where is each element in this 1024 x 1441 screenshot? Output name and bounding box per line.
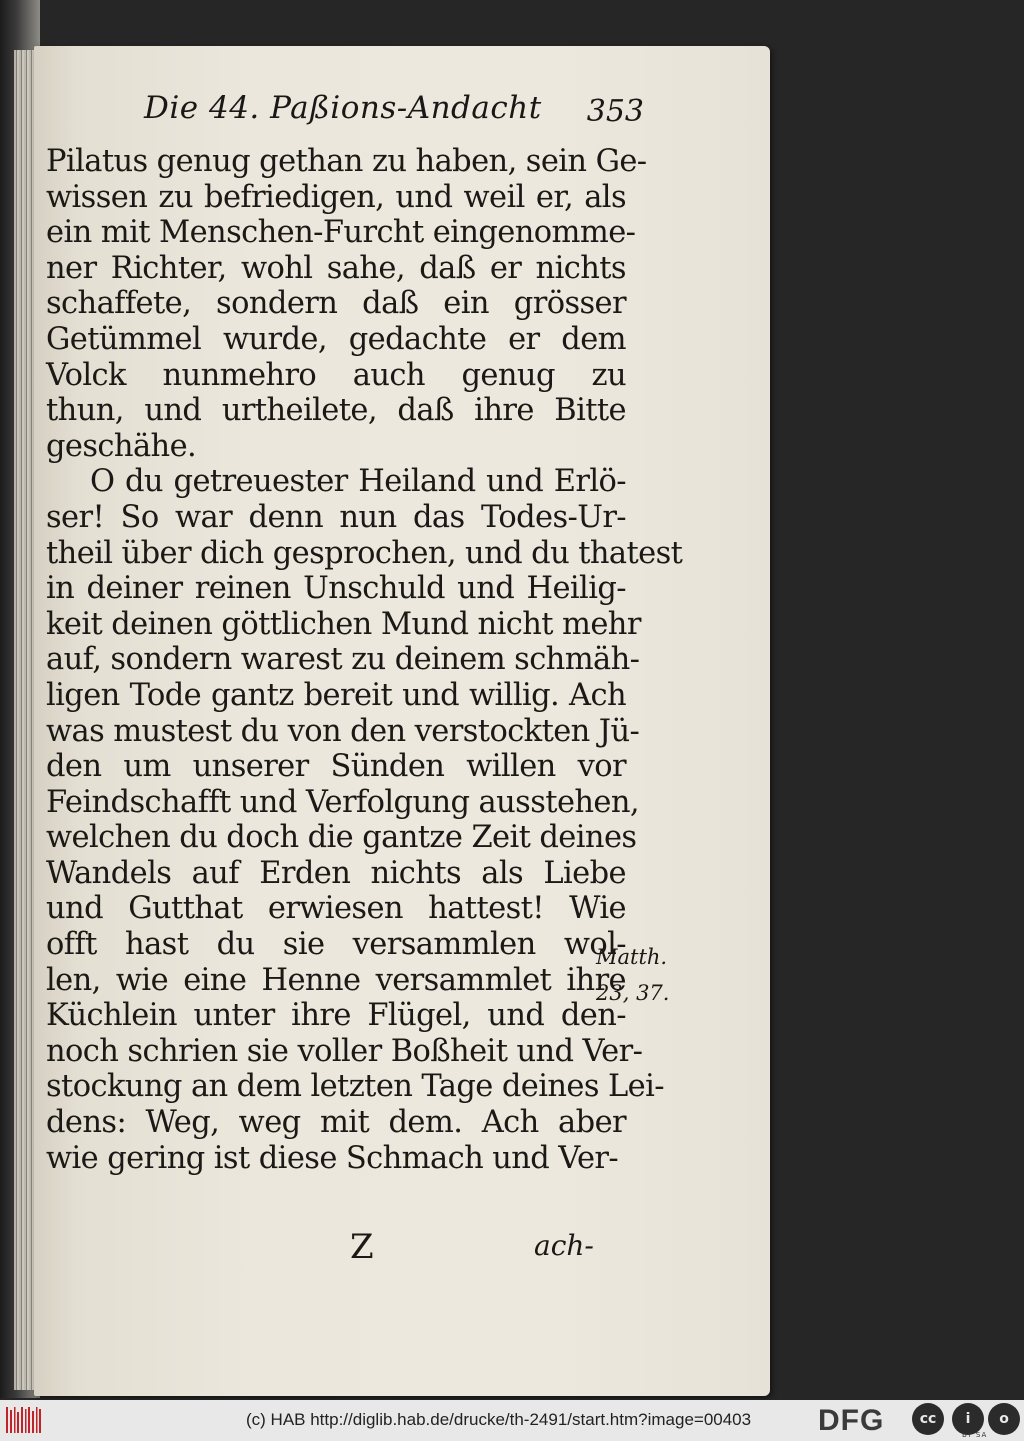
footer-bar xyxy=(0,1400,1024,1441)
share-alike-icon: o xyxy=(988,1403,1020,1435)
marginal-note-verse: 23, 37. xyxy=(596,981,670,1005)
text-line: welchen du doch die gantze Zeit deines xyxy=(46,820,637,856)
text-line: auf, sondern warest zu deinem schmäh- xyxy=(46,642,640,678)
text-line: offt hast du sie versammlen wol- xyxy=(46,927,626,963)
license-labels: BY SA xyxy=(962,1431,988,1439)
text-line: Getümmel wurde, gedachte er dem xyxy=(46,321,626,357)
signature-mark: Z xyxy=(350,1227,374,1267)
copyright-link[interactable]: (c) HAB http://diglib.hab.de/drucke/th-2491/start.htm?image=00403 xyxy=(246,1410,752,1429)
text-line: in deiner reinen Unschuld und Heilig- xyxy=(46,571,626,607)
text-line: ligen Tode gantz bereit und willig. Ach xyxy=(46,677,626,713)
text-line: wie gering ist diese Schmach und Ver- xyxy=(46,1140,619,1176)
text-line: und Gutthat erwiesen hattest! Wie xyxy=(46,891,626,927)
text-line: Pilatus genug gethan zu haben, sein Ge- xyxy=(46,144,647,179)
text-line: len, wie eine Henne versammlet ihre xyxy=(46,962,626,998)
text-line: Wandels auf Erden nichts als Liebe xyxy=(46,855,626,891)
page-number: 353 xyxy=(586,94,644,129)
text-line: stockung an dem letzten Tage deines Lei- xyxy=(46,1069,664,1105)
attribution-icon: i xyxy=(952,1403,984,1435)
text-line: Feindschafft und Verfolgung ausstehen, xyxy=(46,784,640,820)
text-line: thun, und urtheilete, daß ihre Bitte xyxy=(46,393,626,429)
text-line: was mustest du von den verstockten Jü- xyxy=(46,713,640,749)
text-line: schaffete, sondern daß ein grösser xyxy=(46,286,626,322)
barcode-icon xyxy=(6,1407,42,1433)
text-line: ner Richter, wohl sahe, daß er nichts xyxy=(46,250,626,286)
text-line: wissen zu befriedigen, und weil er, als xyxy=(46,179,626,215)
text-line: den um unserer Sünden willen vor xyxy=(46,749,626,785)
text-line: O du getreuester Heiland und Erlö- xyxy=(90,464,626,500)
page-header xyxy=(144,90,644,140)
text-line: ein mit Menschen-Furcht eingenomme- xyxy=(46,215,636,251)
running-head: Die 44. Paßions-Andacht xyxy=(144,90,542,126)
marginal-note-book: Matth. xyxy=(596,945,668,969)
catchword: ach- xyxy=(534,1229,594,1262)
text-line: Küchlein unter ihre Flügel, und den- xyxy=(46,998,626,1034)
text-line: ser! So war denn nun das Todes-Ur- xyxy=(46,499,626,535)
text-line: noch schrien sie voller Boßheit und Ver- xyxy=(46,1033,643,1069)
cc-icon: cc xyxy=(912,1403,944,1435)
text-line: theil über dich gesprochen, und du thatest xyxy=(46,535,683,571)
book-page xyxy=(34,46,770,1396)
text-line: Volck nunmehro auch genug zu xyxy=(46,357,626,393)
text-line: keit deinen göttlichen Mund nicht mehr xyxy=(46,606,641,642)
text-line: geschähe. xyxy=(46,428,197,464)
dfg-logo: DFG xyxy=(818,1404,885,1437)
marginal-note xyxy=(596,939,686,1011)
text-line: dens: Weg, weg mit dem. Ach aber xyxy=(46,1105,626,1141)
